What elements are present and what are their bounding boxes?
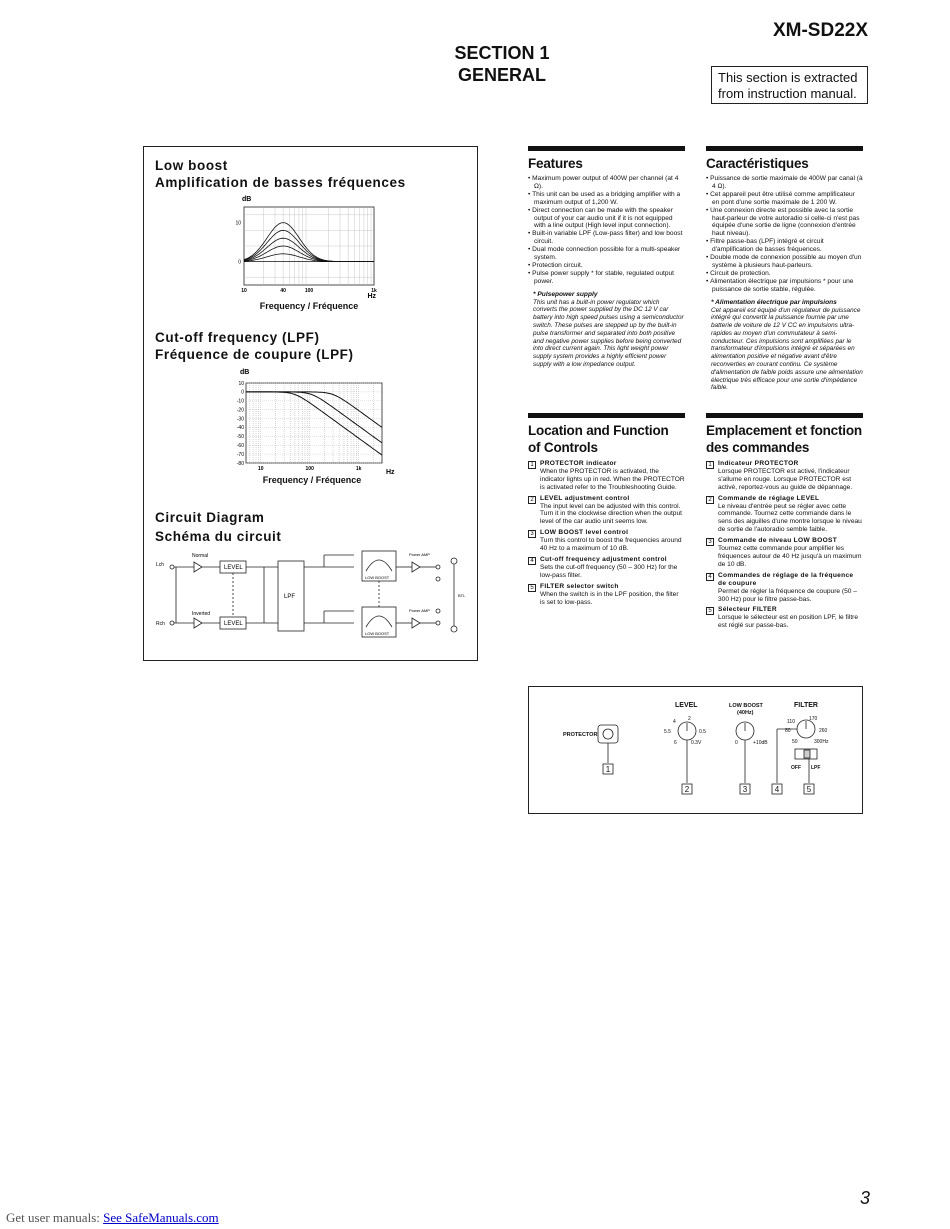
location-heading xyxy=(528,422,685,456)
cutoff-chart xyxy=(232,367,395,477)
low-boost-label-l: LOW BOOST xyxy=(365,575,390,580)
list-item: • Cet appareil peut être utilisé comme amplificateur en pont d'une sortie maximale de 1 200 W. xyxy=(706,191,863,207)
low-boost-xlabel: Frequency / Fréquence xyxy=(259,301,359,311)
protector-label: PROTECTOR xyxy=(563,732,598,738)
list-item: • This unit can be used as a bridging amplifier with a maximum output of 1,200 W. xyxy=(528,191,685,207)
x-tick-label: 10 xyxy=(241,288,247,294)
power-amp-label-r: Power AMP xyxy=(409,608,430,613)
low-boost-chart xyxy=(232,193,382,303)
filter-mark: 50 xyxy=(792,739,798,745)
cutoff-chart-svg xyxy=(232,367,395,477)
note-heading: * Pulsepower supply xyxy=(533,290,598,298)
callout-4: 4 xyxy=(774,785,780,794)
list-item: • Dual mode connection possible for a multi-speaker system. xyxy=(528,246,685,262)
callout-number: 5 xyxy=(706,607,714,615)
control-item xyxy=(528,583,685,607)
control-item xyxy=(706,495,863,535)
low-boost-title-en: Low boost xyxy=(155,158,228,173)
x-tick-label: 100 xyxy=(304,288,314,294)
y-tick-label: 0 xyxy=(241,389,244,396)
extract-note xyxy=(711,66,868,104)
section-name: GENERAL xyxy=(457,65,546,85)
control-description: Lorsque PROTECTOR est activé, l'indicateur s'allume en rouge. Lorsque PROTECTOR est activé, reportez-vous au guide de dépannage. xyxy=(718,467,853,491)
low-boost-sub-label: (40Hz) xyxy=(737,710,754,716)
x-tick-label: 1k xyxy=(355,466,362,472)
callout-number: 1 xyxy=(706,461,714,469)
location-column xyxy=(528,413,685,606)
y-tick-label: -80 xyxy=(236,460,244,467)
low-boost-title-fr: Amplification de basses fréquences xyxy=(155,175,406,190)
control-name: Commande de niveau LOW BOOST xyxy=(718,537,838,545)
level-label-r: LEVEL xyxy=(224,621,243,627)
circuit-title xyxy=(155,509,282,545)
cutoff-title xyxy=(155,329,354,363)
filter-mark: 300Hz xyxy=(814,739,829,745)
y-tick-label: -10 xyxy=(236,398,244,405)
switch-off-label: OFF xyxy=(791,765,801,771)
control-name: Indicateur PROTECTOR xyxy=(718,460,799,467)
low-boost-chart-svg xyxy=(232,193,382,303)
location-heading-line: of Controls xyxy=(528,440,598,455)
section-title xyxy=(402,42,602,86)
low-boost-title xyxy=(155,157,406,191)
filter-mark: 110 xyxy=(787,719,795,725)
control-description: The input level can be adjusted with this control. Turn it in the clockwise direction when the output level of the car audio unit seems low. xyxy=(540,502,682,526)
list-item: • Circuit de protection. xyxy=(706,270,863,278)
list-item: • Filtre passe-bas (LPF) intégré et circuit d'amplification de basses fréquences. xyxy=(706,238,863,254)
x-unit: Hz xyxy=(386,469,395,476)
section-rule xyxy=(706,146,863,151)
callout-number: 4 xyxy=(706,573,714,581)
control-name: FILTER selector switch xyxy=(540,582,619,590)
cutoff-title-en: Cut-off frequency (LPF) xyxy=(155,330,320,345)
list-item: • Direct connection can be made with the speaker output of your car audio unit if it is not equipped with a line output (High level input connection). xyxy=(528,207,685,231)
list-item: • Maximum power output of 400W per channel (at 4 Ω). xyxy=(528,175,685,191)
list-item: • Puissance de sortie maximale de 400W par canal (à 4 Ω). xyxy=(706,175,863,191)
control-name: LEVEL adjustment control xyxy=(540,494,630,502)
callout-5: 5 xyxy=(806,785,812,794)
commandes-list xyxy=(706,460,863,630)
safemanuals-link[interactable]: See SafeManuals.com xyxy=(103,1210,219,1225)
list-item: • Une connexion directe est possible avec la sortie haut-parleur de votre autoradio si celle-ci n'est pas équipée d'une sortie de ligne (connexion d'entrée haut niveau). xyxy=(706,207,863,239)
lch-label: Lch xyxy=(156,562,165,568)
features-list xyxy=(528,175,685,286)
boost-mark: 0 xyxy=(735,740,738,746)
control-panel-figure xyxy=(528,686,863,814)
switch-lpf-label: LPF xyxy=(811,765,821,771)
y-tick-label: -40 xyxy=(236,425,244,432)
rch-label: Rch xyxy=(156,621,165,627)
location-heading-line: Location and Function xyxy=(528,423,669,438)
x-tick-label: 40 xyxy=(280,288,286,294)
caracteristiques-heading: Caractéristiques xyxy=(706,156,809,171)
control-name: Sélecteur FILTER xyxy=(718,606,777,614)
level-mark: 4 xyxy=(673,719,676,725)
level-mark: 0.3V xyxy=(691,740,702,746)
control-description: When the PROTECTOR is activated, the indicator lights up in red. When the PROTECTOR is activated refer to the Troubleshooting Guide. xyxy=(540,467,685,491)
control-panel-svg xyxy=(529,687,864,815)
control-item xyxy=(528,460,685,492)
section-rule xyxy=(528,413,685,418)
callout-number: 5 xyxy=(528,584,536,592)
emplacement-heading xyxy=(706,422,863,456)
caracteristiques-column xyxy=(706,146,863,392)
emplacement-column xyxy=(706,413,863,630)
level-mark: 0.5 xyxy=(699,729,706,735)
control-description: Permet de régler la fréquence de coupure (50 – 300 Hz) pour le filtre passe-bas. xyxy=(718,587,857,603)
features-heading: Features xyxy=(528,156,583,171)
control-item xyxy=(706,537,863,569)
protector-lamp xyxy=(603,729,613,739)
callout-3: 3 xyxy=(742,785,748,794)
control-name: Commandes de réglage de la fréquence de coupure xyxy=(718,571,854,587)
y-tick-label: -60 xyxy=(236,443,244,450)
list-item: • Alimentation électrique par impulsions * pour une puissance de sortie stable, régulée. xyxy=(706,278,863,294)
control-item xyxy=(528,556,685,580)
note-body: This unit has a built-in power regulator which converts the power supplied by the DC 12 V car battery into high speed pulses using a semiconductor switch. These pulses are stepped up by the built-in pulse transformer and separated into both positive and negative power supplies before being converted into direct current again. This light weight power supply system provides a highly efficient power supply with a low impedance output. xyxy=(533,298,684,368)
features-column xyxy=(528,146,685,369)
control-name: Cut-off frequency adjustment control xyxy=(540,555,667,563)
x-tick-label: 100 xyxy=(305,466,314,472)
control-name: LOW BOOST level control xyxy=(540,529,629,537)
extract-note-line: This section is extracted xyxy=(718,70,858,85)
note-heading: * Alimentation électrique par impulsions xyxy=(711,298,837,306)
cutoff-title-fr: Fréquence de coupure (LPF) xyxy=(155,347,354,362)
callout-number: 3 xyxy=(528,530,536,538)
emplacement-heading-line: Emplacement et fonction xyxy=(706,423,862,438)
circuit-title-en: Circuit Diagram xyxy=(155,510,265,525)
control-description: Tournez cette commande pour amplifier les fréquences autour de 40 Hz jusqu'à un maximum de 10 dB. xyxy=(718,545,862,568)
y-tick-label: 10 xyxy=(235,220,241,227)
figures-box xyxy=(143,146,478,661)
control-item xyxy=(706,460,863,492)
note-body: Cet appareil est équipé d'un régulateur de puissance intégré qui convertit la puissance fournie par une batterie de voiture de 12 V CC en impulsions ultra-rapides au moyen d'un commutateur à semi-conducteur. Ces impulsions sont amplifiées par le transformateur d'impulsions intégré et séparées en alimentation positive et négative avant d'être reconverties en courant continu. Ce système d'alimentation de faible poids assure une alimentation électrique très efficace pour une sortie d'impédance faible. xyxy=(711,306,863,392)
caracteristiques-list xyxy=(706,175,863,294)
y-tick-label: -20 xyxy=(236,407,244,414)
level-label-l: LEVEL xyxy=(224,565,243,571)
model-number: XM-SD22X xyxy=(772,20,868,41)
list-item: • Pulse power supply * for stable, regulated output power. xyxy=(528,270,685,286)
filter-mark: 80 xyxy=(785,728,791,734)
y-tick-label: 0 xyxy=(238,259,241,266)
ylabel-db: dB xyxy=(242,196,252,203)
level-mark: 2 xyxy=(688,716,691,722)
inverted-label: Inverted xyxy=(192,611,211,617)
normal-label: Normal xyxy=(192,553,209,559)
control-item xyxy=(528,529,685,553)
control-name: Commande de réglage LEVEL xyxy=(718,494,820,502)
lpf-label: LPF xyxy=(284,594,296,600)
filter-label: FILTER xyxy=(794,702,818,709)
boost-mark: +10dB xyxy=(753,740,768,746)
cutoff-xlabel: Frequency / Fréquence xyxy=(262,475,362,485)
list-item: • Built-in variable LPF (Low-pass filter) and low boost circuit. xyxy=(528,230,685,246)
circuit-title-fr: Schéma du circuit xyxy=(155,529,282,544)
control-item xyxy=(706,572,863,604)
control-description: Sets the cut-off frequency (50 – 300 Hz) for the low-pass filter. xyxy=(540,563,678,579)
lpf-curve xyxy=(246,392,382,443)
filter-mark: 170 xyxy=(809,716,818,722)
callout-2: 2 xyxy=(684,785,690,794)
btl-label: BTL xyxy=(458,593,466,598)
y-tick-label: -70 xyxy=(236,451,244,458)
y-tick-label: 10 xyxy=(238,380,244,387)
list-item: • Double mode de connexion possible au moyen d'un système à plusieurs haut-parleurs. xyxy=(706,254,863,270)
low-boost-label: LOW BOOST xyxy=(729,703,763,709)
callout-number: 3 xyxy=(706,538,714,546)
page-number: 3 xyxy=(859,1188,870,1208)
callout-number: 4 xyxy=(528,557,536,565)
section-rule xyxy=(706,413,863,418)
control-description: Lorsque le sélecteur est en position LPF, le filtre est réglé sur passe-bas. xyxy=(718,614,859,630)
control-item xyxy=(528,495,685,527)
callout-number: 2 xyxy=(706,496,714,504)
level-label: LEVEL xyxy=(675,702,698,709)
emplacement-heading-line: des commandes xyxy=(706,440,810,455)
filter-mark: 260 xyxy=(819,728,828,734)
control-description: Turn this control to boost the frequencies around 40 Hz to a maximum of 10 dB. xyxy=(540,537,682,553)
low-boost-label-r: LOW BOOST xyxy=(365,631,390,636)
y-tick-label: -30 xyxy=(236,416,244,423)
callout-1: 1 xyxy=(605,765,611,774)
controls-list xyxy=(528,460,685,606)
x-tick-label: 10 xyxy=(257,466,264,472)
footer xyxy=(6,1210,219,1226)
footer-text: Get user manuals: xyxy=(6,1210,104,1225)
extract-note-line: from instruction manual. xyxy=(718,86,857,101)
section-rule xyxy=(528,146,685,151)
x-tick-label: 1k xyxy=(371,288,377,294)
x-unit: Hz xyxy=(367,293,376,300)
ylabel-db: dB xyxy=(240,369,250,376)
circuit-diagram xyxy=(154,547,469,642)
callout-number: 2 xyxy=(528,496,536,504)
section-number: SECTION 1 xyxy=(454,43,550,63)
control-description: Le niveau d'entrée peut se régler avec cette commande. Tournez cette commande dans le sens des aiguilles d'une montre lorsque le niveau de sortie de l'autoradio semble faible. xyxy=(718,502,862,534)
lpf-curve xyxy=(246,392,382,455)
callout-number: 1 xyxy=(528,461,536,469)
control-item xyxy=(706,606,863,630)
list-item: • Protection circuit. xyxy=(528,262,685,270)
control-name: PROTECTOR indicator xyxy=(540,460,617,467)
level-mark: 5.5 xyxy=(664,729,671,735)
level-mark: 6 xyxy=(674,740,677,746)
y-tick-label: -50 xyxy=(236,434,244,441)
control-description: When the switch is in the LPF position, the filter is set to low-pass. xyxy=(540,590,679,606)
power-amp-label-l: Power AMP xyxy=(409,552,430,557)
